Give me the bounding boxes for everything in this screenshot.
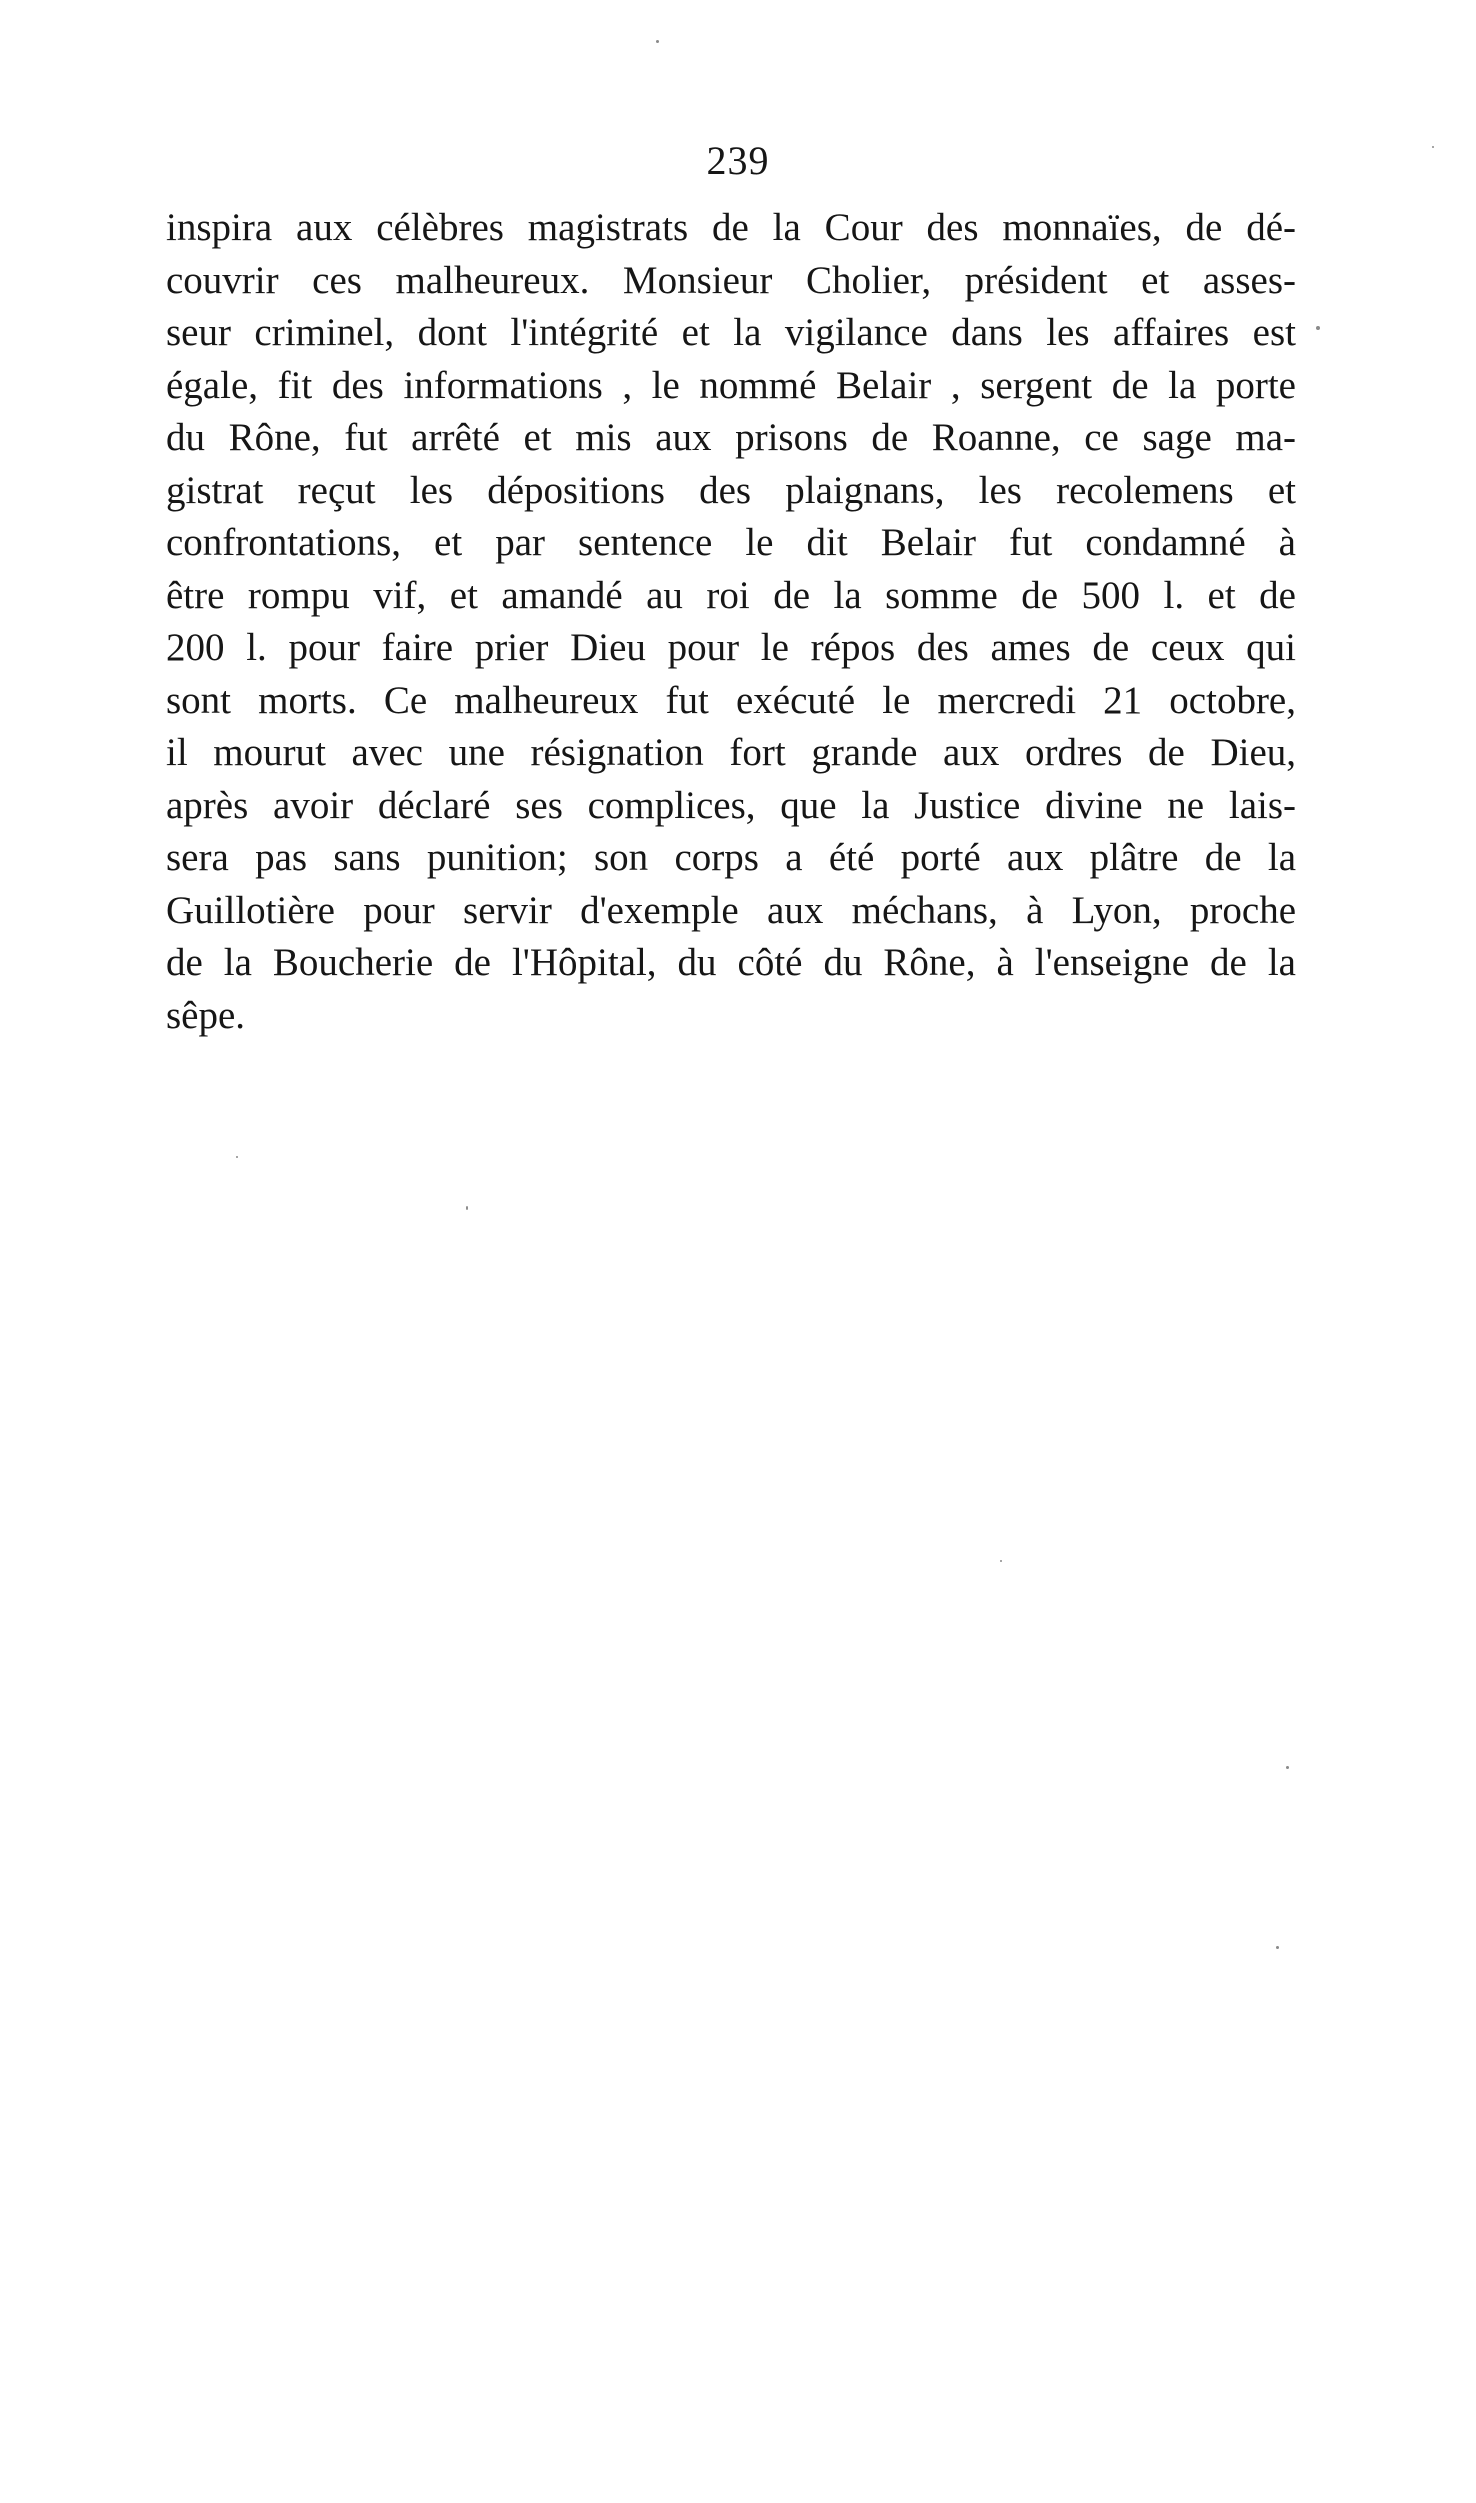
- text-line: confrontations, et par sentence le dit Belair fut condamné à: [166, 521, 1296, 564]
- text-line: sera pas sans punition; son corps a été porté aux plâtre de la: [166, 836, 1296, 879]
- scan-speck: [1276, 1946, 1279, 1949]
- text-line: égale, fit des informations , le nommé Belair , sergent de la porte: [166, 363, 1296, 407]
- page-number: 239: [706, 138, 770, 183]
- scan-speck: [466, 1206, 468, 1210]
- scan-speck: [1286, 1766, 1289, 1769]
- scan-speck: [1316, 326, 1320, 330]
- text-line: sont morts. Ce malheureux fut exécuté le mercredi 21 octobre,: [166, 678, 1296, 722]
- text-line: Guillotière pour servir d'exemple aux méchans, à Lyon, proche: [166, 888, 1296, 932]
- text-line: seur criminel, dont l'intégrité et la vigilance dans les affaires est: [166, 311, 1296, 354]
- text-line: être rompu vif, et amandé au roi de la somme de 500 l. et de: [166, 573, 1296, 617]
- scan-speck: [236, 1156, 238, 1158]
- scan-speck: [1000, 1560, 1002, 1562]
- text-line: couvrir ces malheureux. Monsieur Cholier, président et asses-: [166, 258, 1296, 302]
- text-line: gistrat reçut les dépositions des plaignans, les recolemens et: [166, 468, 1296, 512]
- text-line: du Rône, fut arrêté et mis aux prisons de Roanne, ce sage ma-: [166, 416, 1296, 459]
- text-line: sêpe.: [166, 993, 246, 1037]
- scan-speck: [1432, 146, 1434, 148]
- text-line: inspira aux célèbres magistrats de la Cour des monnaïes, de dé-: [166, 206, 1296, 249]
- scan-speck: [656, 40, 659, 43]
- text-line: il mourut avec une résignation fort grande aux ordres de Dieu,: [166, 731, 1296, 774]
- body-text: [166, 202, 1296, 1042]
- text-line: 200 l. pour faire prier Dieu pour le répos des ames de ceux qui: [166, 626, 1296, 669]
- text-line: de la Boucherie de l'Hôpital, du côté du Rône, à l'enseigne de la: [166, 941, 1296, 984]
- text-line: après avoir déclaré ses complices, que la Justice divine ne lais-: [166, 783, 1296, 827]
